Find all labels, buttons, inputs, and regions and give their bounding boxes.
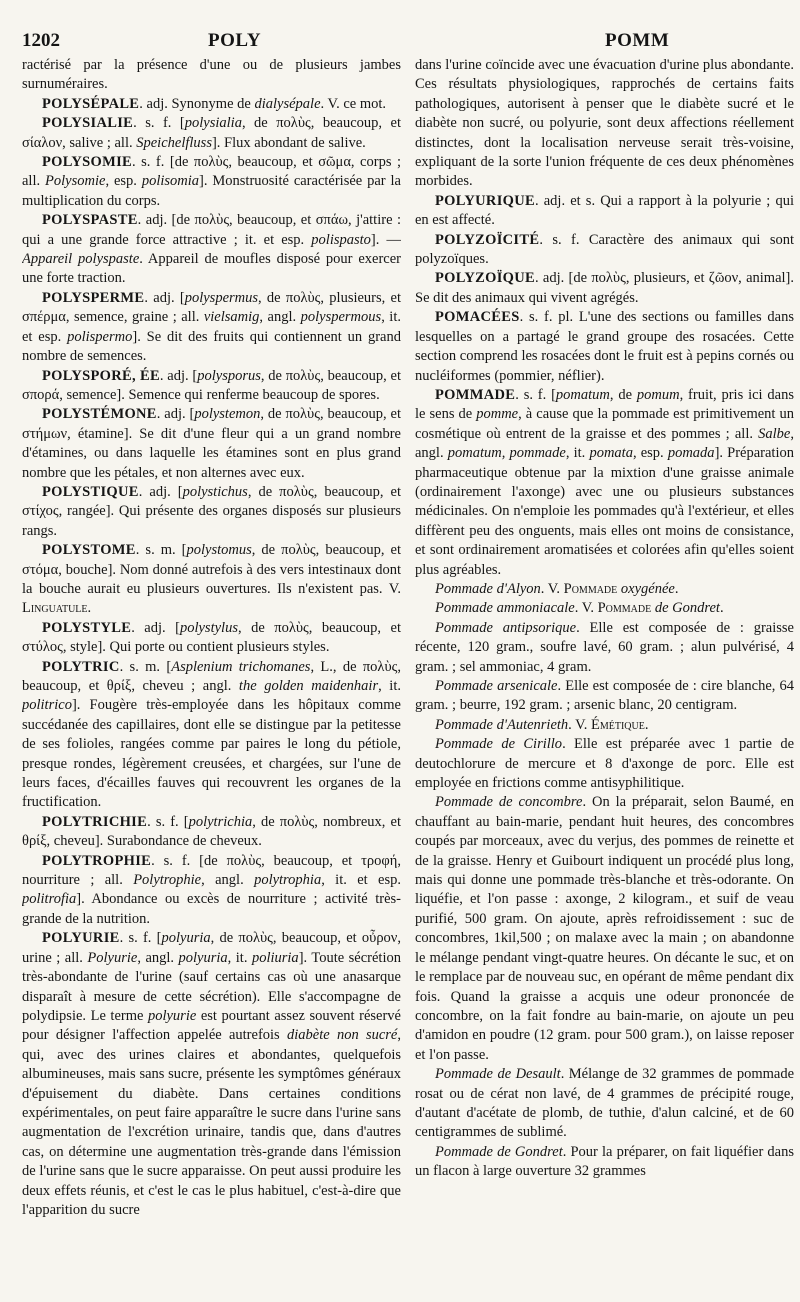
entry-text: , à cause que la pommade est primitivement un cosmétique où entrent de la graisse et des pommes ; all. xyxy=(415,406,794,442)
entry-headword: POLYSTYLE xyxy=(42,619,132,636)
entry-text: Pommade de Cirillo xyxy=(435,736,563,753)
entry-text: polytrichia xyxy=(188,813,253,830)
entry-text: polystomus xyxy=(186,542,252,559)
entry-text: the golden maidenhair xyxy=(238,678,379,694)
entry-text: , de πολὺς, plusieurs, et σπέρμα, semence, graine ; all. xyxy=(22,289,401,326)
entry-text: . s. m. [ xyxy=(135,542,187,559)
entry-text: . xyxy=(644,716,649,733)
entry-text: . adj. [de πολὺς, plusieurs, et ζῶον, animal]. Se dit des animaux qui vivent agrégés. xyxy=(415,270,794,306)
entry-text: oxygénée xyxy=(620,580,675,597)
entry-text: . xyxy=(674,580,679,597)
entry-text: . V. xyxy=(540,580,564,597)
entry-text: . Elle est préparée avec 1 partie de deutochlorure de mercure et 8 d'axonge de porc. Elle est employée en frictions comme antisyphilitique. xyxy=(415,736,794,792)
page-number: 1202 xyxy=(22,30,60,51)
entry-text: ]. Abondance ou excès de nourriture ; activité très-grande de la nutrition. xyxy=(22,891,401,927)
entry-text: , de πολὺς, nombreux, et θρίξ, cheveu]. Surabondance de cheveux. xyxy=(22,813,401,850)
entry-text: , angl. xyxy=(415,425,794,462)
entry-text: Polysomie xyxy=(45,173,106,190)
entry-text: . adj. et s. Qui a rapport à la polyurie ; qui en est affecté. xyxy=(415,192,794,229)
entry-text: . s. f. [ xyxy=(133,115,185,132)
dictionary-entry xyxy=(22,56,401,95)
entry-text: de Gondret xyxy=(654,600,720,617)
entry-text: ]. Préparation pharmaceutique obtenue par la mixtion d'une graisse animale (ordinairement l'axonge) avec une ou plusieurs substances médicinales. On n'emploie les pommades qu'à l'extérieur, et elles diffèrent peu des onguents, mais elles ont moins de consistance, et sont ordinairement aromatisées et colorées afin qu'elles soient plus agréables. xyxy=(415,445,794,578)
entry-text: , de πολὺς, beaucoup, et σίαλον, salive ; all. xyxy=(22,115,401,151)
entry-text: polispermo xyxy=(67,328,133,345)
entry-text: . adj. [ xyxy=(138,483,183,500)
entry-text: . Mélange de 32 grammes de pommade rosat ou de cérat non lavé, de 4 grammes de précipité rouge, d'autant d'acétate de plomb, de tuthie, d'alun calciné, et de 60 centigrammes de sublimé. xyxy=(415,1066,794,1141)
dictionary-entry xyxy=(415,677,794,716)
entry-text: . s. f. [de πολὺς, beaucoup, et τροφή, nourriture ; all. xyxy=(22,852,401,889)
entry-text: . adj. [ xyxy=(159,367,198,384)
entry-text: ]. — xyxy=(370,231,401,248)
dictionary-entry xyxy=(415,231,794,270)
entry-headword: POLYSÉPALE xyxy=(42,95,140,112)
entry-text: pomum xyxy=(636,386,680,403)
entry-headword: POLYURIQUE xyxy=(435,192,535,209)
entry-text: . s. f. Caractère des animaux qui sont polyzoïques. xyxy=(415,231,794,268)
dictionary-entry xyxy=(22,483,401,541)
dictionary-entry xyxy=(415,386,794,580)
entry-text: , de xyxy=(609,386,637,403)
entry-text: . Elle est composée de : cire blanche, 64 gram. ; beurre, 192 gram. ; arsenic blanc, 20 centigram. xyxy=(415,678,794,714)
entry-text: . xyxy=(719,600,724,617)
entry-text: . s. f. [ xyxy=(515,386,556,403)
entry-text: , de πολὺς, beaucoup, et σπορά, semence]. Semence qui renferme beaucoup de spores. xyxy=(22,367,401,403)
entry-text: . Pour la préparer, on fait liquéfier dans un flacon à large ouverture 32 grammes xyxy=(415,1143,794,1180)
dictionary-entry xyxy=(22,95,401,114)
entry-text: Polytrophie xyxy=(133,872,202,889)
dictionary-entry xyxy=(415,56,794,192)
dictionary-entry xyxy=(415,580,794,599)
entry-text: ]. Toute sécrétion très-abondante de l'urine (sauf certains cas où une anasarque disparaît à mesure de cette sécrétion). Elle s'accompagne de polydipsie. Le terme xyxy=(22,949,401,1024)
entry-text: Polyurie xyxy=(87,949,138,966)
entry-text: , it. xyxy=(227,949,252,966)
entry-headword: POLYSOMIE xyxy=(42,154,132,171)
entry-text: Pommade antipsorique xyxy=(435,619,577,636)
dictionary-entry xyxy=(415,269,794,308)
dictionary-entry xyxy=(22,289,401,367)
entry-text: polysporus xyxy=(197,367,261,384)
dictionary-entry xyxy=(415,1065,794,1143)
entry-text: ]. Monstruosité caractérisée par la multiplication du corps. xyxy=(22,173,401,209)
entry-text: , it. xyxy=(378,678,401,694)
entry-text: , it. xyxy=(565,445,590,462)
entry-text: . Appareil de moufles disposé pour exercer une forte traction. xyxy=(22,251,401,287)
text-columns xyxy=(22,56,794,1220)
left-running-head: POLY xyxy=(208,30,262,51)
entry-text: Pommade xyxy=(563,580,618,597)
entry-text: dans l'urine coïncide avec une évacuation d'urine plus abondante. Ces résultats physiologiques, rapprochés de certains faits pathologiques, autorisent à penser que le diabète sucré et le diabète non sucré, ou polyurie, sont deux affections réellement distinctes, dont la localisation nerveuse serait très-voisine, expliquant de la sorte l'union fréquente de ces deux phénomènes morbides. xyxy=(415,57,794,190)
entry-text: ractérisé par la présence d'une ou de plusieurs jambes surnuméraires. xyxy=(22,57,401,93)
entry-text: politrofia xyxy=(22,891,77,908)
entry-text: Émétique xyxy=(591,716,645,733)
entry-text: , de πολὺς, beaucoup, et στίχος, rangée]. Qui présente des organes disposés sur plusieurs rangs. xyxy=(22,483,401,539)
entry-text: . s. f. [ xyxy=(147,813,189,830)
entry-text: polystemon xyxy=(194,406,261,423)
entry-text: polyurie xyxy=(147,1007,197,1024)
entry-text: dialysépale xyxy=(254,95,321,112)
entry-headword: POLYSPASTE xyxy=(42,212,138,229)
entry-text: Pommade d'Autenrieth xyxy=(435,716,569,733)
entry-headword: POLYZOÏQUE xyxy=(435,270,535,287)
entry-text: polytrophia xyxy=(254,872,322,889)
entry-text: pomatum, pommade xyxy=(447,445,566,462)
entry-text: Pommade de concombre xyxy=(435,794,583,811)
right-running-head: POMM xyxy=(605,30,670,51)
entry-text: pomata xyxy=(589,445,633,462)
dictionary-entry xyxy=(22,929,401,1220)
entry-text: vielsamig xyxy=(203,309,260,326)
left-column xyxy=(22,56,401,1220)
dictionary-entry xyxy=(415,1143,794,1182)
entry-text: , de πολὺς, beaucoup, et στήμων, étamine]. Se dit d'une fleur qui a un grand nombre d'étamines, ou dans laquelle les étamines sont en plus grand nombre que les pétales, et non alternes avec eux. xyxy=(22,406,401,481)
entry-text: Pommade ammoniacale xyxy=(435,600,575,617)
entry-headword: POLYSPORÉ, ÉE xyxy=(42,367,160,384)
entry-text: polispasto xyxy=(311,231,371,248)
entry-headword: POLYSPERME xyxy=(42,289,145,306)
entry-text: , de πολὺς, beaucoup, et στόμα, bouche]. Nom donné autrefois à des vers intestinaux dont la bouche aurait eu plusieurs ouvertures. Ils n'existent pas. V. xyxy=(22,542,401,597)
entry-text: ]. Fougère très-employée dans les hôpitaux comme succédanée des capillaires, dont elle se distingue par la petitesse de ses folioles, rangées comme par paires le long du pétiole, presque rondes, légèrement creusées, et chargées, sur l'une de leurs faces, d'écailles fauves qui recouvrent les organes de la fructification. xyxy=(22,697,401,811)
entry-text: Pommade xyxy=(597,600,652,617)
entry-text: . On la préparait, selon Baumé, en chauffant au bain-marie, pendant huit heures, des concombres coupés par morceaux, avec du verjus, des pommes de reinette et de la graisse. Henry et Guibourt indiquent un procédé plus long, mais qui donne une pommade très-blanche et très-odorante. On liquéfie, et l'on passe : axonge, 2 kilogram., et suif de veau purifié, 500 gram. On ajoute, après refroidissement : suc de concombres, 1kil,500 ; on malaxe avec la main ; on abandonne le mélange pendant vingt-quatre heures. On décante le suc, et on le remplace par de nouveau suc, en opérant de même pendant dix fois. Quand la graisse a acquis une odeur prononcée de concombre, on la fait fondre au bain-marie, on ajoute un peu d'amidon en poudre (12 gram. pour 500 gram.), on laisse reposer et l'on passe. xyxy=(415,794,794,1063)
entry-text: . s. f. pl. L'une des sections ou familles dans lesquelles on a partagé le grand groupe des rosacées. Cette section comprend les rosacées dont le fruit est à pepins cornés ou nucléiformes (pommier, néflier). xyxy=(415,309,794,384)
dictionary-entry xyxy=(22,367,401,406)
entry-headword: POLYSIALIE xyxy=(42,115,134,132)
dictionary-entry xyxy=(22,405,401,483)
entry-text: . s. f. [de πολὺς, beaucoup, et σῶμα, corps ; all. xyxy=(22,154,401,190)
dictionary-entry xyxy=(22,658,401,813)
entry-text: . adj. [de πολὺς, beaucoup, et σπάω, j'attire : qui a une grande force attractive ; it. et esp. xyxy=(22,212,401,248)
entry-text: . Elle est composée de : graisse récente, 120 gram., soufre lavé, 60 gram. ; alun pulvérisé, 4 gram. ; sel ammoniac, 4 gram. xyxy=(415,619,794,675)
dictionary-entry xyxy=(22,211,401,289)
entry-text: diabète non sucré xyxy=(286,1027,398,1044)
dictionary-entry xyxy=(22,541,401,619)
dictionary-entry xyxy=(415,793,794,1065)
entry-text: polyspermous xyxy=(300,309,382,326)
entry-headword: POLYURIE xyxy=(42,930,120,947)
entry-text: Appareil polyspaste xyxy=(22,251,140,268)
entry-text: , it. et esp. xyxy=(22,309,401,345)
entry-text: Linguatule xyxy=(22,600,88,617)
entry-text: . s. m. [ xyxy=(119,658,172,675)
entry-text: , angl. xyxy=(137,949,179,966)
dictionary-entry xyxy=(415,308,794,386)
entry-headword: POLYSTÉMONE xyxy=(42,406,157,423)
entry-text: pomada xyxy=(667,445,715,462)
entry-text: polystichus xyxy=(182,483,248,500)
dictionary-entry xyxy=(415,716,794,735)
entry-headword: POLYTROPHIE xyxy=(42,852,152,869)
entry-text: polyuria xyxy=(161,930,211,947)
entry-text: , fruit, pris ici dans le sens de xyxy=(415,386,794,423)
entry-headword: POMACÉES xyxy=(435,309,520,326)
entry-text: Pommade de Gondret xyxy=(435,1143,563,1160)
entry-text: , de πολὺς, beaucoup, et οὖρον, urine ; all. xyxy=(22,930,401,966)
entry-text: politrico xyxy=(22,697,72,714)
entry-text: est pourtant assez souvent réservé pour désigner l'affection appelée autrefois xyxy=(22,1007,401,1044)
entry-text: . V. xyxy=(574,600,598,617)
entry-text: , angl. xyxy=(201,872,255,889)
entry-text: pomme xyxy=(476,406,519,423)
entry-text: polisomia xyxy=(141,173,200,190)
entry-text: , de πολὺς, beaucoup, et στύλος, style]. Qui porte ou contient plusieurs styles. xyxy=(22,619,401,656)
dictionary-entry xyxy=(22,114,401,153)
dictionary-entry xyxy=(22,813,401,852)
entry-text: , it. et esp. xyxy=(321,872,401,889)
dictionary-entry xyxy=(415,599,794,618)
entry-headword: POLYTRICHIE xyxy=(42,813,148,830)
entry-text: , qui, avec des urines claires et abondantes, quelquefois albumineuses, mais sans sucre, présente les symptômes généraux d'épuisement du diabète. Dans certaines conditions expérimentales, on peut faire apparaître le sucre dans l'urine sans augmentation de l'excrétion urinaire, tandis que, dans d'autres cas, on détermine une augmentation très-grande dans l'émission de l'urine sans que le sucre apparaisse. On peut aussi produire les deux effets réunis, et c'est le cas le plus habituel, c'est-à-dire que l'apparition du sucre xyxy=(22,1027,401,1218)
entry-text: , esp. xyxy=(632,445,668,462)
entry-headword: POLYSTIQUE xyxy=(42,483,139,500)
entry-text: , esp. xyxy=(105,173,142,190)
dictionary-entry xyxy=(415,735,794,793)
entry-text: . xyxy=(87,600,92,617)
entry-text: . V. xyxy=(568,716,592,733)
entry-headword: POLYSTOME xyxy=(42,542,136,559)
entry-text: . adj. [ xyxy=(156,406,195,423)
dictionary-entry xyxy=(415,192,794,231)
entry-text: ]. Flux abondant de salive. xyxy=(211,134,366,151)
entry-text: , L., de πολὺς, beaucoup, et θρίξ, cheveu ; angl. xyxy=(22,658,401,694)
entry-text: Speichelfluss xyxy=(136,134,212,151)
entry-text: . adj. Synonyme de xyxy=(139,95,255,112)
entry-text: polyspermus xyxy=(184,289,259,306)
entry-headword: POMMADE xyxy=(435,386,516,403)
entry-text: polysialia xyxy=(184,115,242,132)
entry-text: Pommade arsenicale xyxy=(435,678,558,694)
dictionary-entry xyxy=(415,619,794,677)
dictionary-entry xyxy=(22,619,401,658)
entry-headword: POLYZOÏCITÉ xyxy=(435,231,540,248)
entry-text: Salbe xyxy=(758,425,791,442)
entry-text: Pommade d'Alyon xyxy=(435,580,541,597)
entry-text: . s. f. [ xyxy=(119,930,162,947)
entry-text: polyuria xyxy=(178,949,228,966)
dictionary-entry xyxy=(22,153,401,211)
entry-text: . V. ce mot. xyxy=(320,95,387,112)
entry-text: . adj. [ xyxy=(144,289,185,306)
entry-text: polystylus xyxy=(179,619,238,636)
entry-headword: POLYTRIC xyxy=(42,658,120,675)
entry-text: poliuria xyxy=(251,949,299,966)
entry-text: Asplenium trichomanes xyxy=(171,658,311,675)
entry-text: , angl. xyxy=(259,309,301,326)
entry-text: pomatum xyxy=(555,386,610,403)
page-header xyxy=(22,22,794,56)
entry-text: Pommade de Desault xyxy=(435,1066,561,1083)
entry-text: ]. Se dit des fruits qui contiennent un grand nombre de semences. xyxy=(22,328,401,365)
entry-text: . adj. [ xyxy=(131,619,180,636)
dictionary-entry xyxy=(22,852,401,930)
right-column xyxy=(415,56,794,1220)
